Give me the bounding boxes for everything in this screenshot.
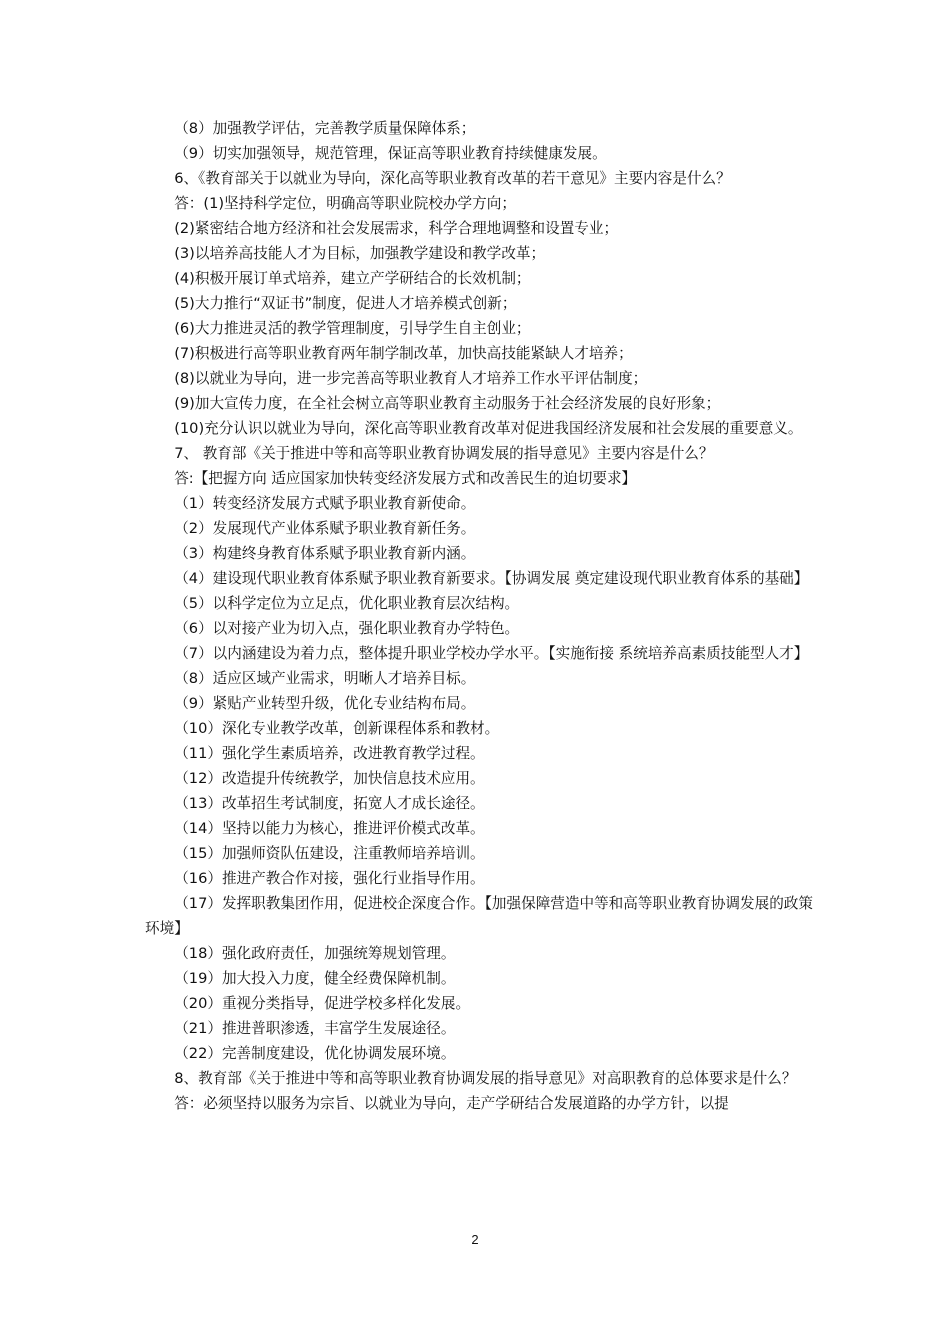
paragraph: （17）发挥职教集团作用，促进校企深度合作。【加强保障营造中等和高等职业教育协调发展的政策环境】	[145, 895, 813, 937]
paragraph: （5）以科学定位为立足点，优化职业教育层次结构。	[174, 595, 520, 612]
paragraph: (9)加大宣传力度，在全社会树立高等职业教育主动服务于社会经济发展的良好形象；	[174, 395, 721, 412]
paragraph: (3)以培养高技能人才为目标，加强教学建设和教学改革；	[174, 245, 546, 262]
paragraph: （11）强化学生素质培养，改进教育教学过程。	[174, 745, 485, 762]
paragraph: (7)积极进行高等职业教育两年制学制改革，加快高技能紧缺人才培养；	[174, 345, 633, 362]
paragraph: （20）重视分类指导，促进学校多样化发展。	[174, 995, 471, 1012]
paragraph: （9）紧贴产业转型升级，优化专业结构布局。	[174, 695, 476, 712]
paragraph: 答：必须坚持以服务为宗旨、以就业为导向，走产学研结合发展道路的办学方针，以提	[174, 1095, 729, 1112]
paragraph: （3）构建终身教育体系赋予职业教育新内涵。	[174, 545, 476, 562]
paragraph: （18）强化政府责任，加强统筹规划管理。	[174, 945, 456, 962]
paragraph: 6、《教育部关于以就业为导向，深化高等职业教育改革的若干意见》主要内容是什么？	[174, 170, 731, 187]
paragraph: （8）适应区域产业需求，明晰人才培养目标。	[174, 670, 476, 687]
paragraph: (6)大力推进灵活的教学管理制度，引导学生自主创业；	[174, 320, 531, 337]
body-text	[145, 116, 813, 1116]
paragraph: （15）加强师资队伍建设，注重教师培养培训。	[174, 845, 485, 862]
paragraph: （10）深化专业教学改革，创新课程体系和教材。	[174, 720, 500, 737]
paragraph: （1）转变经济发展方式赋予职业教育新使命。	[174, 495, 476, 512]
paragraph: (5)大力推行“双证书”制度，促进人才培养模式创新；	[174, 295, 517, 312]
paragraph: 8、教育部《关于推进中等和高等职业教育协调发展的指导意见》对高职教育的总体要求是什么？	[174, 1070, 797, 1087]
paragraph: （4）建设现代职业教育体系赋予职业教育新要求。【协调发展 奠定建设现代职业教育体系的基础】	[174, 570, 809, 587]
paragraph: (10)充分认识以就业为导向，深化高等职业教育改革对促进我国经济发展和社会发展的重要意义。	[174, 420, 803, 437]
paragraph: （2）发展现代产业体系赋予职业教育新任务。	[174, 520, 476, 537]
paragraph: （9）切实加强领导，规范管理，保证高等职业教育持续健康发展。	[174, 145, 607, 162]
paragraph: （13）改革招生考试制度，拓宽人才成长途径。	[174, 795, 485, 812]
paragraph: （19）加大投入力度，健全经费保障机制。	[174, 970, 456, 987]
paragraph: (4)积极开展订单式培养，建立产学研结合的长效机制；	[174, 270, 531, 287]
paragraph: （22）完善制度建设，优化协调发展环境。	[174, 1045, 456, 1062]
paragraph: （6）以对接产业为切入点，强化职业教育办学特色。	[174, 620, 520, 637]
paragraph: （7）以内涵建设为着力点，整体提升职业学校办学水平。【实施衔接 系统培养高素质技能型人才】	[174, 645, 809, 662]
paragraph: （12）改造提升传统教学，加快信息技术应用。	[174, 770, 485, 787]
paragraph: 7、 教育部《关于推进中等和高等职业教育协调发展的指导意见》主要内容是什么？	[174, 445, 714, 462]
paragraph: （14）坚持以能力为核心，推进评价模式改革。	[174, 820, 485, 837]
paragraph: 答:【把握方向 适应国家加快转变经济发展方式和改善民生的迫切要求】	[174, 470, 637, 487]
paragraph: 答：(1)坚持科学定位，明确高等职业院校办学方向；	[174, 195, 516, 212]
paragraph: (8)以就业为导向，进一步完善高等职业教育人才培养工作水平评估制度；	[174, 370, 648, 387]
paragraph: （21）推进普职渗透，丰富学生发展途径。	[174, 1020, 456, 1037]
paragraph: （16）推进产教合作对接，强化行业指导作用。	[174, 870, 485, 887]
page-number: 2	[471, 1232, 479, 1247]
paragraph: (2)紧密结合地方经济和社会发展需求，科学合理地调整和设置专业；	[174, 220, 619, 237]
paragraph: （8）加强教学评估，完善教学质量保障体系；	[174, 120, 476, 137]
